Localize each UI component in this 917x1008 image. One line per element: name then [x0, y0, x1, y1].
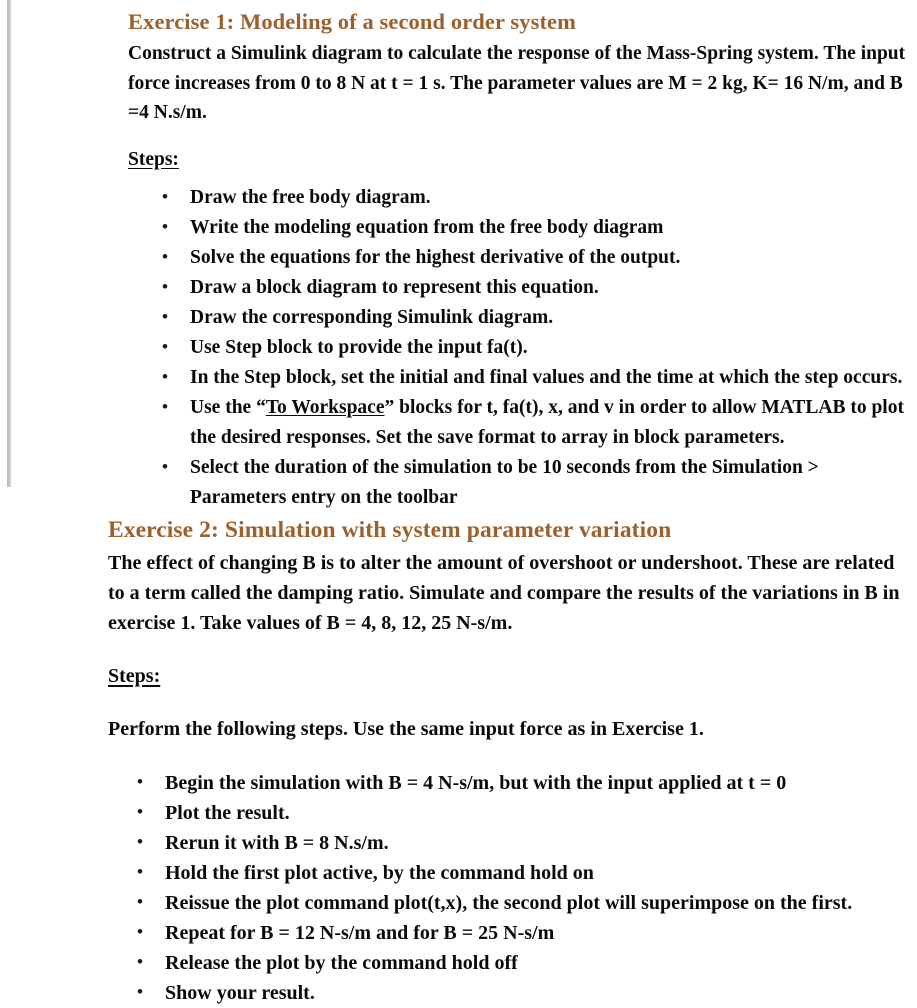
list-item: • Rerun it with B = 8 N.s/m. — [165, 828, 916, 858]
exercise-1-heading: Exercise 1: Modeling of a second order system — [128, 9, 576, 34]
list-item-to-workspace — [190, 393, 916, 453]
exercise-2-steps-label: Steps: — [108, 665, 161, 687]
exercise-2-section — [108, 516, 916, 1008]
exercise-1-steps-list — [128, 183, 916, 513]
to-workspace-underlined-term: To Workspace — [265, 396, 385, 418]
list-item: • Plot the result. — [165, 798, 916, 828]
to-workspace-prefix: Use the “ — [190, 396, 266, 418]
list-item: • Hold the first plot active, by the command hold on — [165, 858, 916, 888]
exercise-2-steps-intro: Perform the following steps. Use the same input force as in Exercise 1. — [108, 718, 704, 740]
scan-edge-artifact — [7, 0, 11, 487]
exercise-1-steps-label-wrap — [128, 146, 916, 174]
list-item: • Begin the simulation with B = 4 N-s/m, but with the input applied at t = 0 — [165, 768, 916, 798]
list-item: • Draw the corresponding Simulink diagram. — [190, 303, 916, 333]
list-item: • Solve the equations for the highest derivative of the output. — [190, 243, 916, 273]
list-item: • In the Step block, set the initial and final values and the time at which the step occurs. — [190, 363, 916, 393]
exercise-1-steps-label: Steps: — [128, 148, 179, 170]
exercise-1-section — [128, 8, 916, 513]
spacer — [128, 128, 916, 146]
exercise-2-intro-paragraph: The effect of changing B is to alter the amount of overshoot or undershoot. These are related to a term called the damping ratio. Simulate and compare the results of the variations in B in exercise 1. Take values of B = 4, 8, 12, 25 N-s/m. — [108, 552, 900, 634]
list-item: • Write the modeling equation from the free body diagram — [190, 213, 916, 243]
to-workspace-suffix: ” blocks for t, fa(t), x, and v in order to allow MATLAB to plot the desired responses. Set the save format to array in block parameters. — [190, 396, 904, 448]
list-item-duration: • Select the duration of the simulation to be 10 seconds from the Simulation > Parameters entry on the toolbar — [190, 453, 916, 513]
exercise-2-steps-list — [108, 768, 916, 1008]
list-item: • Show your result. — [165, 978, 916, 1008]
exercise-2-heading: Exercise 2: Simulation with system parameter variation — [108, 517, 672, 543]
spacer — [108, 690, 916, 714]
spacer — [128, 174, 916, 183]
spacer — [108, 744, 916, 768]
list-item: • Release the plot by the command hold off — [165, 948, 916, 978]
exercise-2-steps-label-wrap — [108, 662, 916, 690]
list-item: • Draw a block diagram to represent this equation. — [190, 273, 916, 303]
list-item: • Repeat for B = 12 N-s/m and for B = 25 N-s/m — [165, 918, 916, 948]
list-item: • Draw the free body diagram. — [190, 183, 916, 213]
list-item: • Reissue the plot command plot(t,x), the second plot will superimpose on the first. — [165, 888, 916, 918]
exercise-1-intro-paragraph: Construct a Simulink diagram to calculate the response of the Mass-Spring system. The input force increases from 0 to 8 N at t = 1 s. The parameter values are M = 2 kg, K= 16 N/m, and B =4 N.s/m. — [128, 43, 906, 123]
list-item: • Use Step block to provide the input fa(t). — [190, 333, 916, 363]
spacer — [108, 638, 916, 662]
